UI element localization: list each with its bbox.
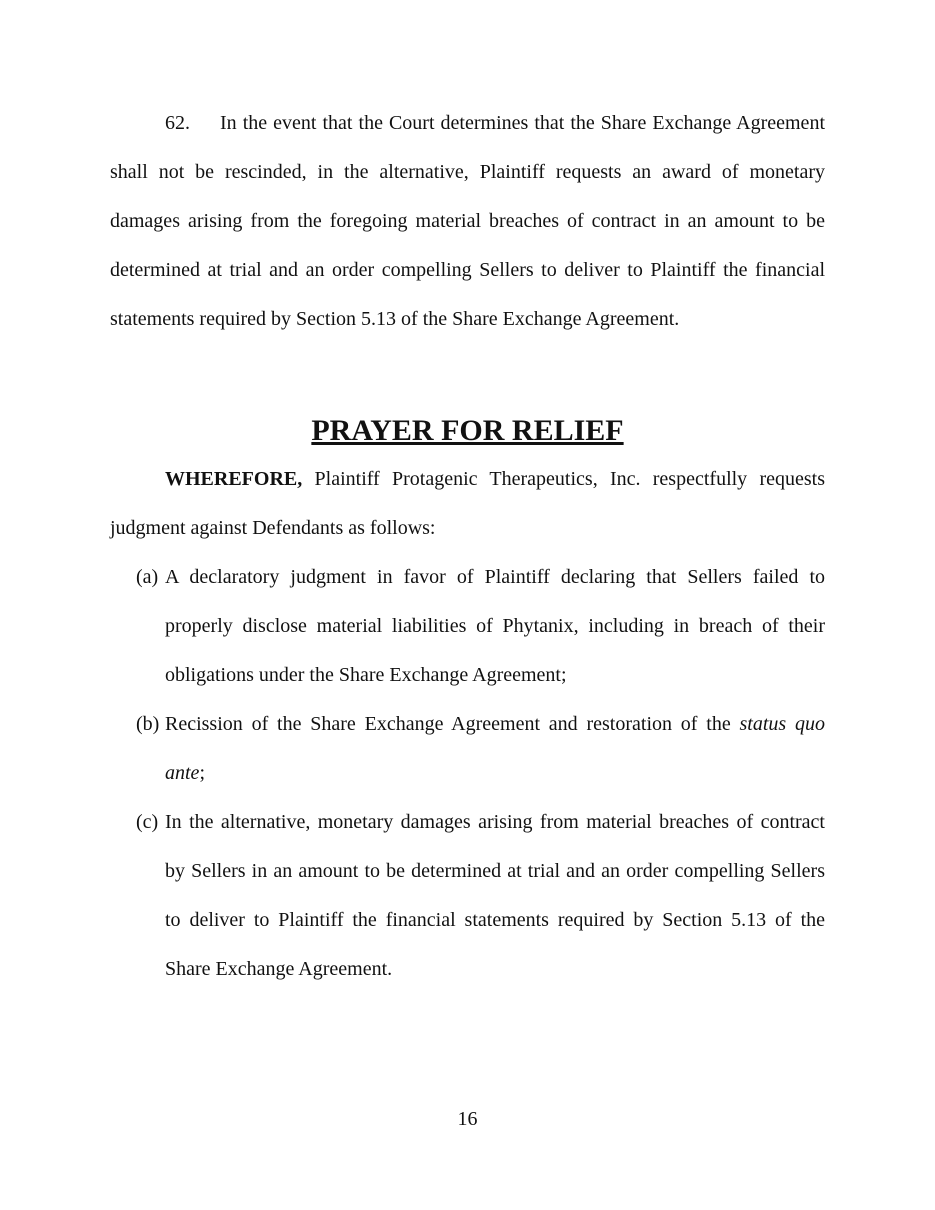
paragraph-62 bbox=[110, 99, 825, 344]
relief-marker: (b) bbox=[136, 713, 160, 735]
relief-item-text: A declaratory judgment in favor of Plaintiff declaring that Sellers failed to properly disclose material liabilities of Phytanix, including in breach of their obligations under the Share Exchange Agreement; bbox=[165, 566, 825, 686]
page-number: 16 bbox=[457, 1108, 478, 1130]
wherefore-paragraph bbox=[110, 455, 825, 553]
relief-marker: (c) bbox=[136, 811, 159, 833]
wherefore-lead: WHEREFORE, bbox=[165, 468, 303, 490]
paragraph-62-text: In the event that the Court determines that the Share Exchange Agreement shall not be rescinded, in the alternative, Plaintiff requests an award of monetary damages arising from the foregoing material breaches of contract in an amount to be determined at trial and an order compelling Sellers to deliver to Plaintiff the financial statements required by Section 5.13 of the Share Exchange Agreement. bbox=[110, 112, 825, 330]
relief-item-a bbox=[136, 553, 825, 700]
relief-item-text-end: ; bbox=[199, 762, 205, 784]
wherefore-text: Plaintiff Protagenic Therapeutics, Inc. respectfully requests judgment against Defendants as follows: bbox=[110, 468, 825, 539]
relief-item-text-italic: status quo ante bbox=[165, 713, 825, 784]
relief-item-b bbox=[136, 700, 825, 798]
relief-list bbox=[136, 553, 825, 994]
prayer-for-relief-heading: PRAYER FOR RELIEF bbox=[311, 414, 624, 447]
paragraph-number: 62. bbox=[165, 112, 190, 134]
relief-marker: (a) bbox=[136, 566, 159, 588]
relief-item-text bbox=[165, 700, 825, 798]
relief-item-c bbox=[136, 798, 825, 994]
relief-item-text: In the alternative, monetary damages arising from material breaches of contract by Sellers in an amount to be determined at trial and an order compelling Sellers to deliver to Plaintiff the financial statements required by Section 5.13 of the Share Exchange Agreement. bbox=[165, 811, 825, 980]
relief-item-text-start: Recission of the Share Exchange Agreement and restoration of the bbox=[165, 713, 740, 735]
